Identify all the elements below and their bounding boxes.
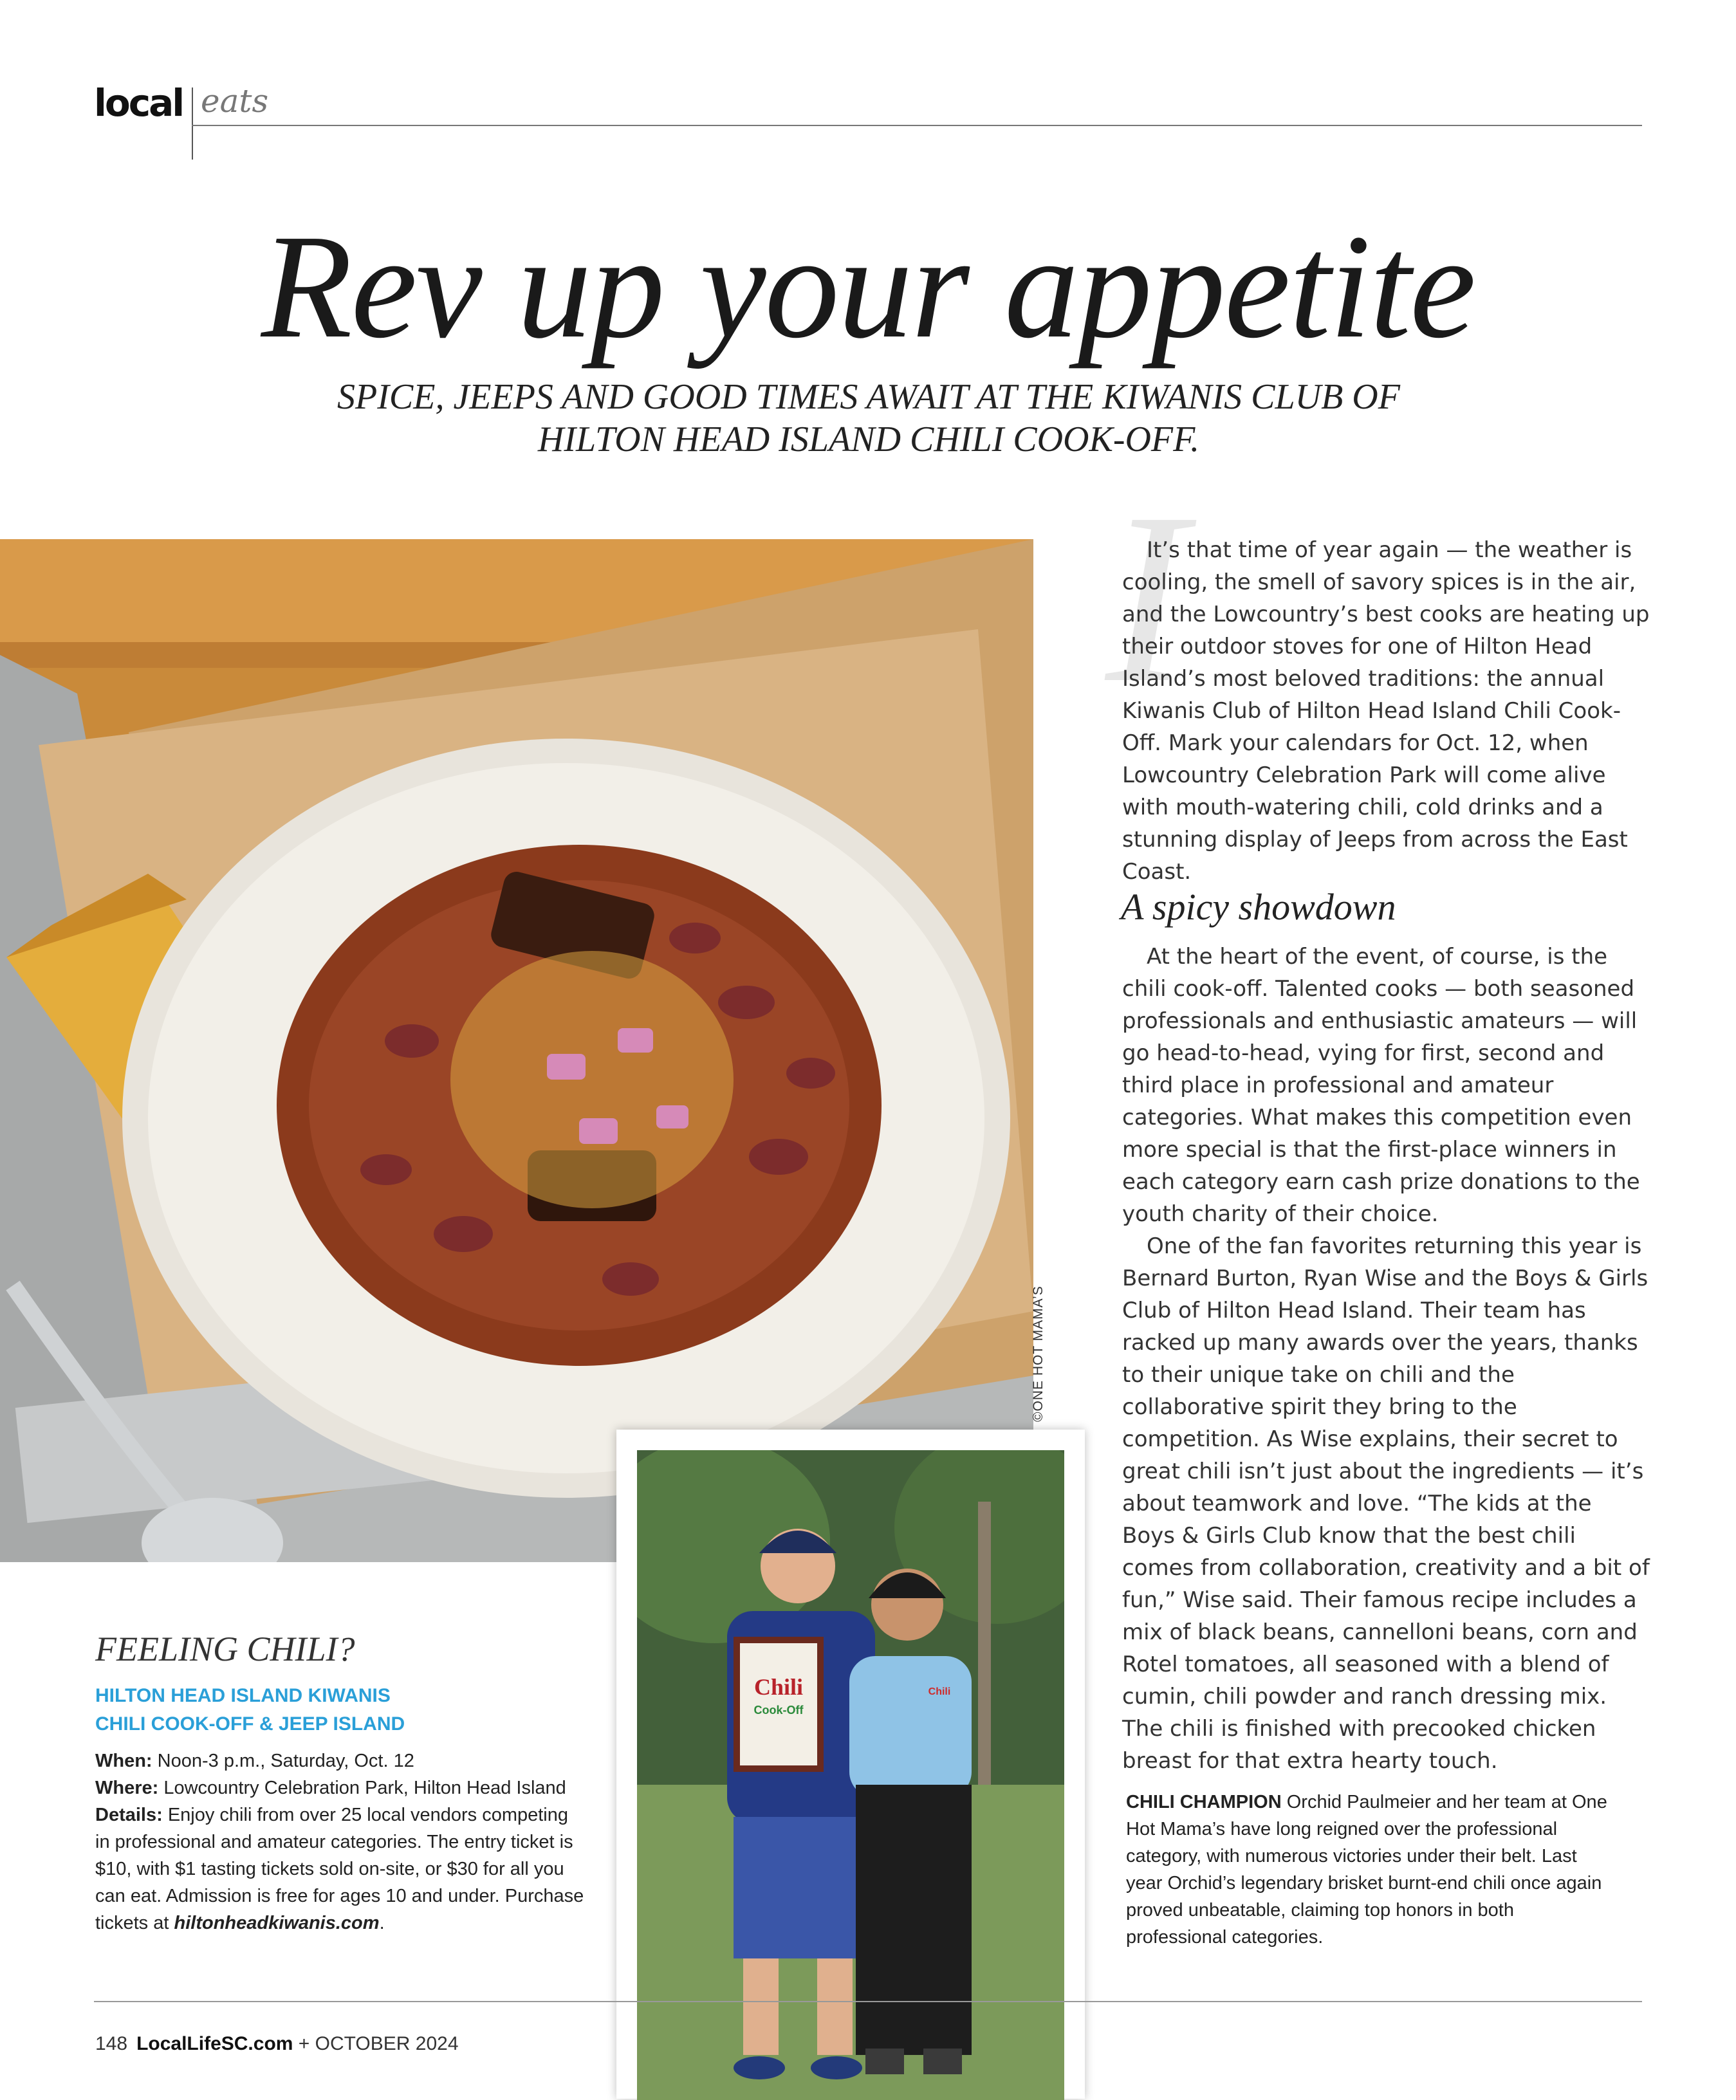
chili-bowl-photo bbox=[0, 539, 1033, 1562]
section-label: local bbox=[94, 81, 183, 125]
intro-paragraph bbox=[1122, 534, 1650, 888]
where-row bbox=[95, 1774, 584, 1801]
footer-rule bbox=[94, 2001, 1642, 2002]
details-value: Enjoy chili from over 25 local vendors competing in professional and amateur categories. The entry ticket is $10, with $1 tasting tickets sold on-site, or $30 for all you can eat. Admission is free for ages 10 and under. Purchase tickets at bbox=[95, 1805, 584, 1933]
section-subhead: A spicy showdown bbox=[1121, 886, 1396, 928]
header-divider bbox=[192, 88, 193, 160]
issue-date: + OCTOBER 2024 bbox=[298, 2033, 459, 2054]
paragraph-2: At the heart of the event, of course, is the chili cook-off. Talented cooks — both seasoned professionals and enthusiastic amateurs — will go head-to-head, vying for first, second and third place in professional and amateur categories. What makes this competition even more special is that the first-place winners in each category earn cash prize donations to the youth charity of their choice. bbox=[1122, 944, 1640, 1227]
article-dek bbox=[193, 376, 1544, 461]
site-name[interactable]: LocalLifeSC.com bbox=[136, 2033, 293, 2054]
intro-text: It’s that time of year again — the weather is cooling, the smell of savory spices is in the air, and the Lowcountry’s best cooks are heating up their outdoor stoves for one of Hilton Head Island’s most beloved traditions: the annual Kiwanis Club of Hilton Head Island Chili Cook-Off. Mark your calendars for Oct. 12, when Lowcountry Celebration Park will come alive with mouth-watering chili, cold drinks and a stunning display of Jeeps from across the East Coast. bbox=[1122, 537, 1650, 885]
page-footer bbox=[95, 2033, 459, 2055]
dek-line-2: HILTON HEAD ISLAND CHILI COOK-OFF. bbox=[537, 419, 1200, 459]
page-number: 148 bbox=[95, 2033, 128, 2054]
caption-label: CHILI CHAMPION bbox=[1126, 1792, 1282, 1812]
shirt-logo: Chili bbox=[928, 1686, 951, 1697]
header-rule bbox=[192, 125, 1642, 126]
details-end: . bbox=[379, 1913, 385, 1933]
plaque-title: Chili bbox=[753, 1674, 804, 1700]
where-label: Where: bbox=[95, 1778, 159, 1798]
when-label: When: bbox=[95, 1751, 152, 1771]
event-line-2: CHILI COOK-OFF & JEEP ISLAND bbox=[95, 1713, 405, 1735]
sidebar-heading: FEELING CHILI? bbox=[95, 1630, 355, 1668]
champion-photo bbox=[637, 1450, 1064, 2100]
drop-cap: I bbox=[1105, 463, 1187, 733]
sidebar-details bbox=[95, 1747, 584, 1937]
where-value: Lowcountry Celebration Park, Hilton Head Island bbox=[163, 1778, 566, 1798]
subsection-label: eats bbox=[201, 82, 269, 120]
paragraph-3: One of the fan favorites returning this year is Bernard Burton, Ryan Wise and the Boys & Girls Club of Hilton Head Island. Their team has racked up many awards over the years, thanks to their unique take on chili and the collaborative spirit they bring to the competition. As Wise explains, their secret to great chili isn’t just about the ingredients — it’s about teamwork and love. “The kids at the Boys & Girls Club know that the best chili comes from collaboration, creativity and a bit of fun,” Wise said. Their famous recipe includes a mix of black beans, cannelloni beans, corn and Rotel tomatoes, all seasoned with a blend of cumin, chili powder and ranch dressing mix. The chili is finished with precooked chicken breast for that extra hearty touch. bbox=[1122, 1233, 1650, 1774]
when-row bbox=[95, 1747, 584, 1774]
body-paragraphs bbox=[1122, 941, 1650, 1777]
event-line-1: HILTON HEAD ISLAND KIWANIS bbox=[95, 1685, 391, 1706]
when-value: Noon-3 p.m., Saturday, Oct. 12 bbox=[157, 1751, 414, 1771]
tickets-link[interactable]: hiltonheadkiwanis.com bbox=[174, 1913, 380, 1933]
plaque-subtitle: Cook-Off bbox=[753, 1704, 804, 1717]
details-label: Details: bbox=[95, 1805, 163, 1825]
dek-line-1: SPICE, JEEPS AND GOOD TIMES AWAIT AT THE KIWANIS CLUB OF bbox=[337, 377, 1400, 417]
article-title: Rev up your appetite bbox=[261, 204, 1475, 369]
photo-caption bbox=[1126, 1789, 1615, 1951]
photo-credit: ©ONE HOT MAMA’S bbox=[1031, 1285, 1046, 1422]
caption-text: Orchid Paulmeier and her team at One Hot Mama’s have long reigned over the professional category, with numerous victories under their belt. Last year Orchid’s legendary brisket burnt-end chili once again proved unbeatable, claiming top honors in both professional categories. bbox=[1126, 1792, 1607, 1948]
sidebar-event-name bbox=[95, 1682, 405, 1738]
details-row bbox=[95, 1801, 584, 1937]
